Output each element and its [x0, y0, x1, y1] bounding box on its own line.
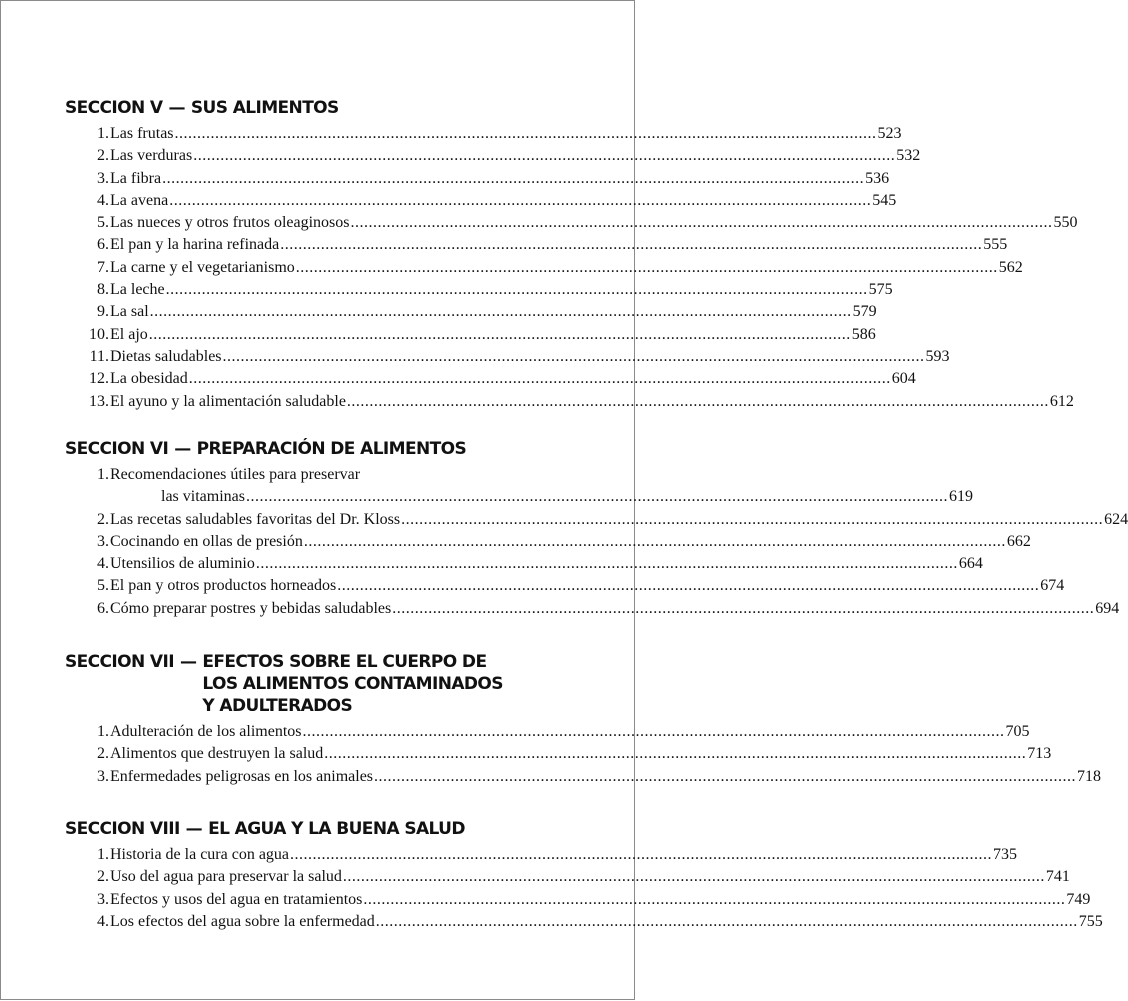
entry-number: 4. — [97, 555, 109, 573]
entry-number: 6. — [97, 236, 109, 254]
entry-number: 3. — [97, 169, 109, 187]
dot-leader — [324, 743, 1026, 765]
entry-number: 2. — [97, 745, 109, 763]
entry-page: 718 — [1077, 767, 1102, 785]
entry-title: Cómo preparar postres y bebidas saludables — [110, 599, 392, 617]
entry-page: 713 — [1027, 745, 1052, 763]
entry-number: 12. — [89, 370, 109, 388]
section-dash: — — [174, 439, 191, 459]
entry-page: 624 — [1104, 510, 1128, 528]
entry-title: Las nueces y otros frutos oleaginosos — [110, 214, 350, 232]
entry-page: 662 — [1006, 532, 1031, 550]
entry-title: Enfermedades peligrosas en los animales — [110, 767, 374, 785]
entry-title: La leche — [110, 281, 165, 299]
toc-page — [1, 1, 1128, 1001]
entry-number: 1. — [97, 125, 109, 142]
entry-page: 694 — [1095, 599, 1120, 617]
section-title — [197, 438, 466, 460]
toc-entry — [65, 531, 1031, 553]
section-label: SECCION VI — [65, 439, 169, 459]
dot-leader — [149, 324, 851, 346]
section-7 — [65, 651, 1102, 788]
entry-page: 619 — [948, 488, 973, 506]
entry-page: 532 — [896, 147, 921, 165]
entry-page: 735 — [993, 846, 1018, 863]
toc-list — [65, 464, 1128, 620]
toc-entry — [65, 234, 1008, 256]
entry-title: Uso del agua para preservar la salud — [110, 868, 342, 886]
entry-title: Los efectos del agua sobre la enfermedad — [110, 912, 375, 930]
toc-entry — [65, 368, 916, 390]
dot-leader — [189, 368, 891, 390]
entry-title: Utensilios de aluminio — [110, 555, 255, 573]
toc-entry — [65, 279, 893, 301]
entry-page: 674 — [1040, 577, 1065, 595]
entry-title: Efectos y usos del agua en tratamientos — [110, 890, 363, 908]
toc-entry — [65, 346, 950, 368]
toc-list — [65, 844, 1103, 933]
section-heading — [65, 97, 561, 119]
toc-entry — [65, 464, 561, 486]
dot-leader — [256, 553, 958, 575]
entry-title: El ayuno y la alimentación saludable — [110, 392, 346, 410]
toc-entry — [65, 553, 983, 575]
entry-number: 1. — [97, 723, 109, 740]
toc-entry — [65, 123, 902, 145]
dot-leader — [304, 531, 1006, 553]
dot-leader — [376, 911, 1078, 933]
entry-title: La avena — [110, 191, 169, 209]
section-title-line: SUS ALIMENTOS — [190, 98, 339, 118]
dot-leader — [246, 486, 948, 508]
toc-list — [65, 721, 1102, 788]
entry-number: 8. — [97, 281, 109, 299]
section-8 — [65, 818, 1103, 933]
entry-number: 2. — [97, 510, 109, 528]
entry-title: La fibra — [110, 169, 162, 187]
toc-entry — [65, 844, 1018, 866]
dot-leader — [193, 145, 895, 167]
entry-page: 523 — [877, 125, 902, 142]
entry-number: 3. — [97, 767, 109, 785]
dot-leader — [337, 575, 1039, 597]
section-heading — [65, 438, 561, 460]
entry-title: Cocinando en ollas de presión — [110, 532, 303, 550]
entry-title: El pan y otros productos horneados — [110, 577, 337, 595]
section-6 — [65, 438, 1128, 620]
section-5 — [65, 97, 1078, 413]
entry-page: 555 — [983, 236, 1008, 254]
section-title — [191, 97, 339, 119]
entry-page: 755 — [1078, 912, 1103, 930]
toc-entry — [65, 212, 1078, 234]
entry-number: 1. — [97, 466, 109, 483]
dot-leader — [351, 212, 1053, 234]
section-dash: — — [179, 652, 197, 672]
entry-number: 2. — [97, 868, 109, 886]
toc-entry — [65, 721, 1030, 743]
dot-leader — [175, 123, 877, 145]
section-heading — [65, 818, 561, 840]
toc-entry — [65, 866, 1070, 888]
entry-page: 586 — [851, 325, 876, 343]
dot-leader — [150, 301, 852, 323]
entry-page: 575 — [868, 281, 893, 299]
toc-entry-continuation — [65, 486, 973, 508]
section-title-line: PREPARACIÓN DE ALIMENTOS — [196, 439, 467, 459]
toc-entry — [65, 190, 897, 212]
entry-title: Las recetas saludables favoritas del Dr. Kloss — [110, 510, 401, 528]
entry-number: 3. — [97, 532, 109, 550]
entry-number: 5. — [97, 577, 109, 595]
entry-page: 741 — [1045, 868, 1070, 886]
section-title — [208, 818, 465, 840]
entry-number: 5. — [97, 214, 109, 232]
section-title-line: EFECTOS SOBRE EL CUERPO DE — [202, 652, 487, 672]
dot-leader — [169, 190, 871, 212]
entry-title: Historia de la cura con agua — [110, 846, 290, 863]
section-heading — [65, 651, 561, 717]
entry-title: El pan y la harina refinada — [110, 236, 280, 254]
entry-number: 13. — [89, 392, 109, 410]
dot-leader — [303, 721, 1005, 743]
entry-page: 593 — [925, 347, 950, 365]
entry-number: 3. — [97, 890, 109, 908]
toc-entry — [65, 889, 1091, 911]
dot-leader — [374, 766, 1076, 788]
section-dash: — — [168, 98, 185, 118]
dot-leader — [296, 257, 998, 279]
dot-leader — [392, 598, 1094, 620]
toc-entry — [65, 145, 921, 167]
entry-number: 4. — [97, 912, 109, 930]
entry-number: 10. — [89, 325, 109, 343]
entry-title: Adulteración de los alimentos — [110, 723, 302, 740]
entry-title: Las verduras — [110, 147, 193, 165]
entry-title: La obesidad — [110, 370, 188, 388]
entry-number: 11. — [89, 347, 109, 365]
dot-leader — [401, 509, 1103, 531]
toc-entry — [65, 324, 876, 346]
entry-number: 9. — [97, 303, 109, 321]
dot-leader — [223, 346, 925, 368]
dot-leader — [363, 889, 1065, 911]
dot-leader — [347, 391, 1049, 413]
entry-title: Dietas saludables — [110, 347, 222, 365]
entry-page: 536 — [865, 169, 890, 187]
entry-page: 562 — [998, 258, 1023, 276]
entry-number: 6. — [97, 599, 109, 617]
toc-entry — [65, 168, 890, 190]
entry-title: El ajo — [110, 325, 148, 343]
entry-page: 545 — [872, 191, 897, 209]
entry-page: 705 — [1005, 723, 1030, 740]
toc-entry — [65, 575, 1065, 597]
entry-page: 550 — [1053, 214, 1078, 232]
entry-page: 612 — [1049, 392, 1074, 410]
dot-leader — [166, 279, 868, 301]
dot-leader — [162, 168, 864, 190]
section-title — [202, 651, 503, 717]
entry-number: 2. — [97, 147, 109, 165]
entry-page: 604 — [891, 370, 916, 388]
toc-entry — [65, 598, 1120, 620]
entry-title: La sal — [110, 303, 149, 321]
entry-number: 4. — [97, 191, 109, 209]
dot-leader — [290, 844, 992, 866]
entry-title-continuation: las vitaminas — [161, 488, 245, 506]
entry-title: Recomendaciones útiles para preservar — [110, 466, 361, 483]
toc-entry — [65, 743, 1052, 765]
entry-title: La carne y el vegetarianismo — [110, 258, 295, 276]
toc-entry — [65, 911, 1103, 933]
toc-entry — [65, 391, 1074, 413]
section-label: SECCION VII — [65, 652, 174, 672]
section-title-line: LOS ALIMENTOS CONTAMINADOS — [202, 674, 503, 694]
entry-page: 749 — [1066, 890, 1091, 908]
entry-number: 1. — [97, 846, 109, 863]
section-label: SECCION V — [65, 98, 163, 118]
entry-title: Las frutas — [110, 125, 174, 142]
dot-leader — [280, 234, 982, 256]
section-dash: — — [185, 819, 203, 839]
entry-page: 664 — [958, 555, 983, 573]
entry-title: Alimentos que destruyen la salud — [110, 745, 324, 763]
entry-page: 579 — [852, 303, 877, 321]
section-title-line: Y ADULTERADOS — [202, 696, 353, 716]
toc-entry — [65, 301, 877, 323]
section-label: SECCION VIII — [65, 819, 180, 839]
toc-entry — [65, 509, 1128, 531]
section-title-line: EL AGUA Y LA BUENA SALUD — [208, 819, 465, 839]
toc-entry — [65, 766, 1102, 788]
toc-entry — [65, 257, 1023, 279]
entry-number: 7. — [97, 258, 109, 276]
toc-list — [65, 123, 1078, 413]
dot-leader — [343, 866, 1045, 888]
